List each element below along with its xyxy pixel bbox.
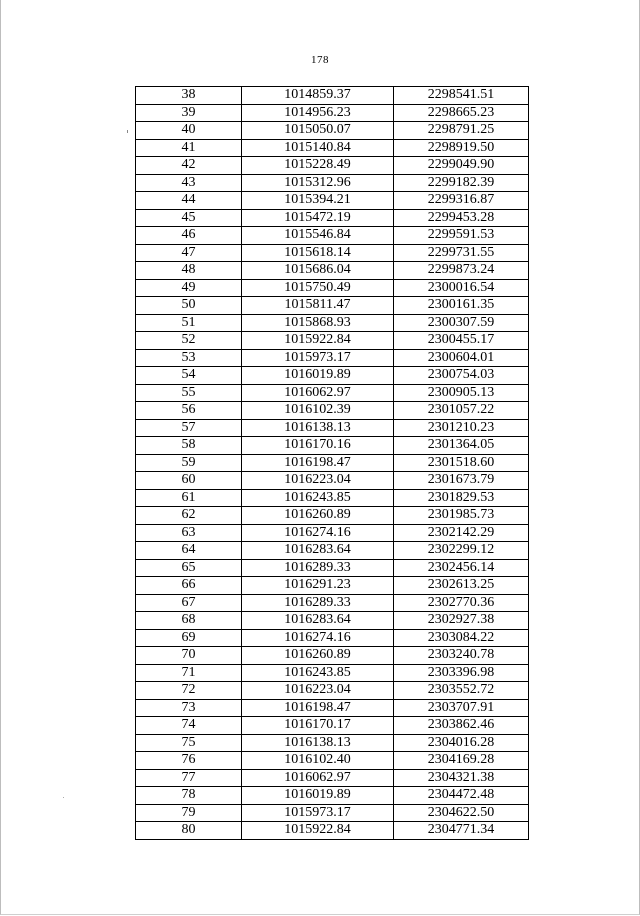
table-row (136, 594, 529, 612)
x-coordinate-cell: 1016283.64 (242, 612, 394, 630)
table-row (136, 472, 529, 490)
y-coordinate-cell: 2302770.36 (394, 594, 529, 612)
y-coordinate-cell: 2300455.17 (394, 332, 529, 350)
table-row (136, 699, 529, 717)
y-coordinate-cell: 2304771.34 (394, 822, 529, 840)
table-row (136, 717, 529, 735)
table-row (136, 577, 529, 595)
x-coordinate-cell: 1016102.39 (242, 402, 394, 420)
x-coordinate-cell: 1016291.23 (242, 577, 394, 595)
table-row (136, 559, 529, 577)
table-row (136, 822, 529, 840)
x-coordinate-cell: 1016289.33 (242, 594, 394, 612)
x-coordinate-cell: 1016062.97 (242, 769, 394, 787)
y-coordinate-cell: 2302613.25 (394, 577, 529, 595)
point-number-cell: 44 (136, 192, 242, 210)
table-row (136, 227, 529, 245)
y-coordinate-cell: 2301057.22 (394, 402, 529, 420)
point-number-cell: 42 (136, 157, 242, 175)
y-coordinate-cell: 2299873.24 (394, 262, 529, 280)
x-coordinate-cell: 1016102.40 (242, 752, 394, 770)
table-row (136, 647, 529, 665)
x-coordinate-cell: 1016274.16 (242, 524, 394, 542)
point-number-cell: 74 (136, 717, 242, 735)
x-coordinate-cell: 1016260.89 (242, 647, 394, 665)
point-number-cell: 55 (136, 384, 242, 402)
point-number-cell: 53 (136, 349, 242, 367)
table-row (136, 507, 529, 525)
point-number-cell: 77 (136, 769, 242, 787)
table-row (136, 629, 529, 647)
y-coordinate-cell: 2299591.53 (394, 227, 529, 245)
y-coordinate-cell: 2303862.46 (394, 717, 529, 735)
y-coordinate-cell: 2303240.78 (394, 647, 529, 665)
page-number: 178 (311, 54, 329, 66)
y-coordinate-cell: 2299182.39 (394, 174, 529, 192)
x-coordinate-cell: 1016243.85 (242, 489, 394, 507)
y-coordinate-cell: 2302142.29 (394, 524, 529, 542)
point-number-cell: 41 (136, 139, 242, 157)
x-coordinate-cell: 1015973.17 (242, 349, 394, 367)
point-number-cell: 46 (136, 227, 242, 245)
x-coordinate-cell: 1016170.17 (242, 717, 394, 735)
y-coordinate-cell: 2298541.51 (394, 87, 529, 105)
point-number-cell: 78 (136, 787, 242, 805)
point-number-cell: 73 (136, 699, 242, 717)
y-coordinate-cell: 2304472.48 (394, 787, 529, 805)
y-coordinate-cell: 2299316.87 (394, 192, 529, 210)
x-coordinate-cell: 1016289.33 (242, 559, 394, 577)
point-number-cell: 39 (136, 104, 242, 122)
x-coordinate-cell: 1015394.21 (242, 192, 394, 210)
y-coordinate-cell: 2303084.22 (394, 629, 529, 647)
point-number-cell: 70 (136, 647, 242, 665)
x-coordinate-cell: 1016170.16 (242, 437, 394, 455)
table-row (136, 262, 529, 280)
x-coordinate-cell: 1016223.04 (242, 682, 394, 700)
x-coordinate-cell: 1016283.64 (242, 542, 394, 560)
x-coordinate-cell: 1015922.84 (242, 822, 394, 840)
table-row (136, 332, 529, 350)
point-number-cell: 54 (136, 367, 242, 385)
x-coordinate-cell: 1014859.37 (242, 87, 394, 105)
coordinates-table (135, 86, 529, 840)
y-coordinate-cell: 2304016.28 (394, 734, 529, 752)
table-row (136, 489, 529, 507)
y-coordinate-cell: 2301518.60 (394, 454, 529, 472)
table-row (136, 122, 529, 140)
point-number-cell: 63 (136, 524, 242, 542)
point-number-cell: 67 (136, 594, 242, 612)
x-coordinate-cell: 1015140.84 (242, 139, 394, 157)
y-coordinate-cell: 2302456.14 (394, 559, 529, 577)
table-row (136, 542, 529, 560)
table-row (136, 104, 529, 122)
x-coordinate-cell: 1015868.93 (242, 314, 394, 332)
point-number-cell: 60 (136, 472, 242, 490)
x-coordinate-cell: 1016019.89 (242, 787, 394, 805)
y-coordinate-cell: 2298919.50 (394, 139, 529, 157)
point-number-cell: 59 (136, 454, 242, 472)
point-number-cell: 65 (136, 559, 242, 577)
y-coordinate-cell: 2301210.23 (394, 419, 529, 437)
point-number-cell: 76 (136, 752, 242, 770)
x-coordinate-cell: 1016260.89 (242, 507, 394, 525)
y-coordinate-cell: 2300161.35 (394, 297, 529, 315)
point-number-cell: 80 (136, 822, 242, 840)
x-coordinate-cell: 1016274.16 (242, 629, 394, 647)
table-row (136, 314, 529, 332)
y-coordinate-cell: 2298665.23 (394, 104, 529, 122)
y-coordinate-cell: 2298791.25 (394, 122, 529, 140)
point-number-cell: 51 (136, 314, 242, 332)
table-row (136, 454, 529, 472)
table-row (136, 139, 529, 157)
coordinates-table-body (136, 87, 529, 840)
point-number-cell: 71 (136, 664, 242, 682)
y-coordinate-cell: 2301829.53 (394, 489, 529, 507)
x-coordinate-cell: 1015686.04 (242, 262, 394, 280)
point-number-cell: 72 (136, 682, 242, 700)
x-coordinate-cell: 1016019.89 (242, 367, 394, 385)
point-number-cell: 40 (136, 122, 242, 140)
point-number-cell: 75 (136, 734, 242, 752)
y-coordinate-cell: 2299731.55 (394, 244, 529, 262)
point-number-cell: 57 (136, 419, 242, 437)
table-row (136, 402, 529, 420)
x-coordinate-cell: 1015618.14 (242, 244, 394, 262)
point-number-cell: 47 (136, 244, 242, 262)
table-row (136, 437, 529, 455)
point-number-cell: 45 (136, 209, 242, 227)
x-coordinate-cell: 1016062.97 (242, 384, 394, 402)
point-number-cell: 64 (136, 542, 242, 560)
point-number-cell: 58 (136, 437, 242, 455)
table-row (136, 769, 529, 787)
point-number-cell: 49 (136, 279, 242, 297)
point-number-cell: 68 (136, 612, 242, 630)
x-coordinate-cell: 1016138.13 (242, 734, 394, 752)
point-number-cell: 38 (136, 87, 242, 105)
x-coordinate-cell: 1016198.47 (242, 454, 394, 472)
point-number-cell: 69 (136, 629, 242, 647)
table-row (136, 279, 529, 297)
x-coordinate-cell: 1014956.23 (242, 104, 394, 122)
y-coordinate-cell: 2300754.03 (394, 367, 529, 385)
table-row (136, 192, 529, 210)
point-number-cell: 62 (136, 507, 242, 525)
y-coordinate-cell: 2300905.13 (394, 384, 529, 402)
table-row (136, 419, 529, 437)
table-row (136, 752, 529, 770)
y-coordinate-cell: 2300307.59 (394, 314, 529, 332)
table-row (136, 787, 529, 805)
y-coordinate-cell: 2304321.38 (394, 769, 529, 787)
table-row (136, 384, 529, 402)
scan-speck (63, 797, 64, 798)
point-number-cell: 43 (136, 174, 242, 192)
y-coordinate-cell: 2302299.12 (394, 542, 529, 560)
table-row (136, 664, 529, 682)
table-row (136, 734, 529, 752)
table-row (136, 804, 529, 822)
y-coordinate-cell: 2301985.73 (394, 507, 529, 525)
point-number-cell: 66 (136, 577, 242, 595)
point-number-cell: 56 (136, 402, 242, 420)
x-coordinate-cell: 1015750.49 (242, 279, 394, 297)
table-row (136, 87, 529, 105)
point-number-cell: 52 (136, 332, 242, 350)
y-coordinate-cell: 2299453.28 (394, 209, 529, 227)
point-number-cell: 48 (136, 262, 242, 280)
point-number-cell: 61 (136, 489, 242, 507)
x-coordinate-cell: 1016223.04 (242, 472, 394, 490)
table-row (136, 612, 529, 630)
x-coordinate-cell: 1015811.47 (242, 297, 394, 315)
table-row (136, 349, 529, 367)
table-row (136, 244, 529, 262)
x-coordinate-cell: 1016198.47 (242, 699, 394, 717)
y-coordinate-cell: 2301673.79 (394, 472, 529, 490)
y-coordinate-cell: 2301364.05 (394, 437, 529, 455)
x-coordinate-cell: 1015312.96 (242, 174, 394, 192)
x-coordinate-cell: 1015546.84 (242, 227, 394, 245)
point-number-cell: 50 (136, 297, 242, 315)
y-coordinate-cell: 2300604.01 (394, 349, 529, 367)
y-coordinate-cell: 2300016.54 (394, 279, 529, 297)
table-row (136, 682, 529, 700)
table-row (136, 209, 529, 227)
y-coordinate-cell: 2304169.28 (394, 752, 529, 770)
y-coordinate-cell: 2304622.50 (394, 804, 529, 822)
y-coordinate-cell: 2303552.72 (394, 682, 529, 700)
scan-speck (127, 130, 128, 133)
table-row (136, 174, 529, 192)
y-coordinate-cell: 2303707.91 (394, 699, 529, 717)
table-row (136, 367, 529, 385)
x-coordinate-cell: 1015472.19 (242, 209, 394, 227)
x-coordinate-cell: 1015922.84 (242, 332, 394, 350)
table-row (136, 524, 529, 542)
point-number-cell: 79 (136, 804, 242, 822)
x-coordinate-cell: 1016243.85 (242, 664, 394, 682)
x-coordinate-cell: 1015050.07 (242, 122, 394, 140)
y-coordinate-cell: 2302927.38 (394, 612, 529, 630)
x-coordinate-cell: 1015973.17 (242, 804, 394, 822)
y-coordinate-cell: 2303396.98 (394, 664, 529, 682)
table-row (136, 297, 529, 315)
y-coordinate-cell: 2299049.90 (394, 157, 529, 175)
table-row (136, 157, 529, 175)
x-coordinate-cell: 1015228.49 (242, 157, 394, 175)
x-coordinate-cell: 1016138.13 (242, 419, 394, 437)
